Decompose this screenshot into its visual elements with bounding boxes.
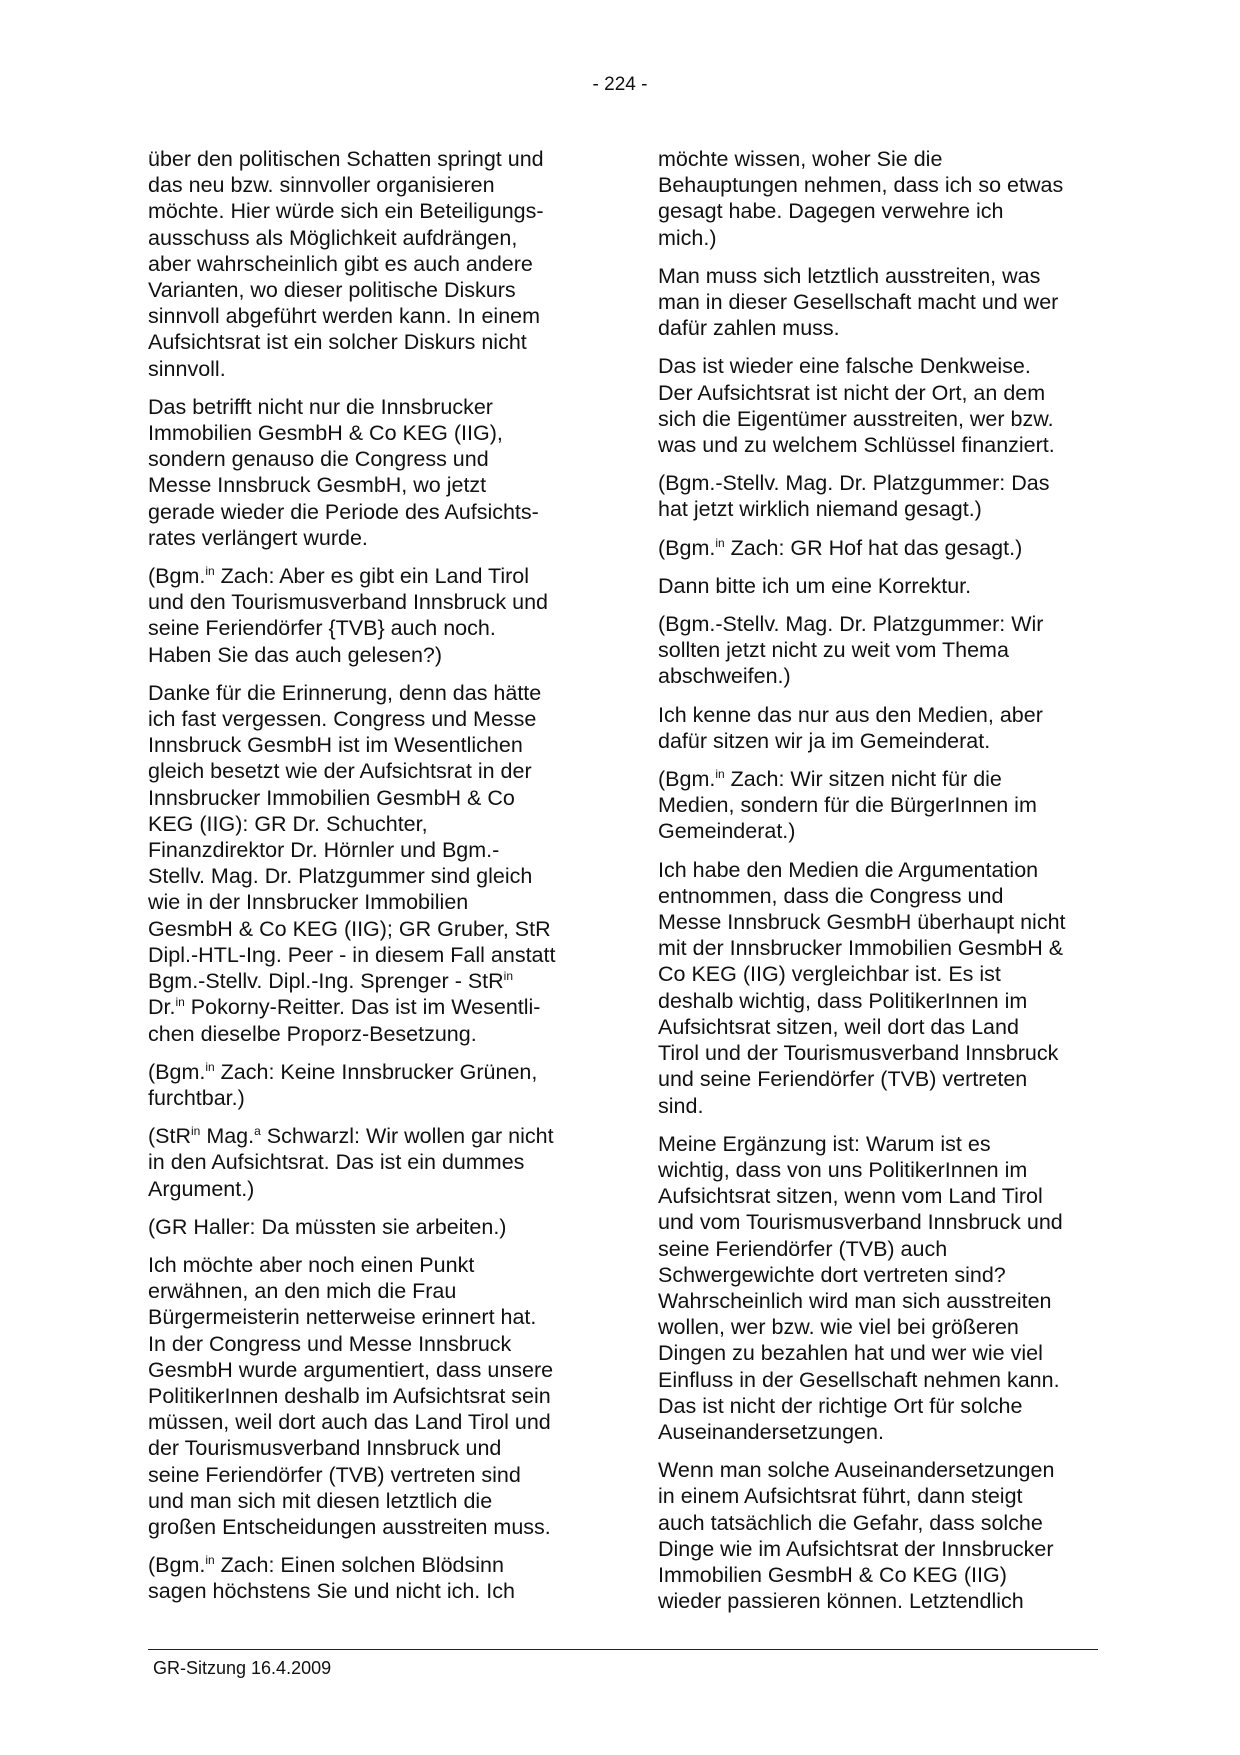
paragraph	[658, 1131, 1104, 1445]
text-run: Danke für die Erinnerung, denn das hätte ich fast vergessen. Congress und Messe Innsbruck GesmbH ist im Wesentlichen gleich besetzt wie der Aufsichtsrat in der Innsbrucker Immobilien GesmbH & Co KEG (IIG): GR Dr. Schuchter, Finanzdirektor Dr. Hörnler und Bgm.- Stellv. Mag. Dr. Platzgummer sind gleich wie in der Innsbrucker Immobilien GesmbH & Co KEG (IIG); GR Gruber, StR Dipl.-HTL-Ing. Peer - in diesem Fall anstatt Bgm.-Stellv. Dipl.-Ing. Sprenger - StR	[148, 680, 556, 994]
text-run: Pokorny-Reitter. Das ist im Wesentli- chen dieselbe Proporz-Besetzung.	[148, 995, 541, 1046]
text-run: möchte wissen, woher Sie die Behauptungen nehmen, dass ich so etwas gesagt habe. Dagegen verwehre ich mich.)	[658, 147, 1064, 250]
superscript: in	[205, 563, 215, 578]
text-run: (StR	[148, 1124, 191, 1149]
footer-divider	[148, 1649, 1098, 1650]
text-run: Dann bitte ich um eine Korrektur.	[658, 573, 972, 598]
text-run: Mag.	[200, 1124, 255, 1149]
paragraph	[148, 1059, 594, 1111]
paragraph	[148, 394, 594, 551]
superscript: in	[503, 968, 514, 983]
left-column	[148, 146, 594, 1617]
paragraph	[658, 263, 1104, 342]
footer-session-date: GR-Sitzung 16.4.2009	[153, 1658, 332, 1678]
paragraph	[148, 563, 594, 668]
paragraph	[658, 1457, 1104, 1614]
paragraph	[658, 573, 1104, 599]
text-run: Zach: Aber es gibt ein Land Tirol und den Tourismusverband Innsbruck und seine Feriendörfer {TVB} auch noch. Haben Sie das auch gelesen?)	[148, 564, 548, 667]
superscript: in	[205, 1059, 215, 1074]
superscript: a	[254, 1123, 261, 1138]
paragraph	[148, 1214, 594, 1240]
text-run: Meine Ergänzung ist: Warum ist es wichtig, dass von uns PolitikerInnen im Aufsichtsrat sitzen, wenn vom Land Tirol und vom Tourismusverband Innsbruck und seine Feriendörfer (TVB) auch Schwergewichte dort vertreten sind? Wahrscheinlich wird man sich ausstreiten wollen, wer bzw. wie viel bei größeren Dingen zu bezahlen hat und wer wie viel Einfluss in der Gesellschaft nehmen kann. Das ist nicht der richtige Ort für solche Auseinandersetzungen.	[658, 1131, 1063, 1444]
text-run: (GR Haller: Da müssten sie arbeiten.)	[148, 1214, 507, 1239]
superscript: in	[191, 1123, 201, 1138]
text-run: Schwarzl: Wir wollen gar nicht in den Aufsichtsrat. Das ist ein dummes Argument.)	[148, 1124, 554, 1201]
superscript: in	[175, 995, 185, 1010]
text-run: (Bgm.	[658, 767, 716, 792]
paragraph	[658, 353, 1104, 458]
text-run: (Bgm.	[148, 1553, 206, 1578]
paragraph	[148, 680, 594, 1047]
text-run: (Bgm.-Stellv. Mag. Dr. Platzgummer: Wir sollten jetzt nicht zu weit vom Thema abschweifen.)	[658, 612, 1044, 689]
text-run: Ich möchte aber noch einen Punkt erwähnen, an den mich die Frau Bürgermeisterin netterweise erinnert hat. In der Congress und Messe Innsbruck GesmbH wurde argumentiert, dass unsere PolitikerInnen deshalb im Aufsichtsrat sein müssen, weil dort auch das Land Tirol und der Tourismusverband Innsbruck und seine Feriendörfer (TVB) vertreten sind und man sich mit diesen letztlich die großen Entscheidungen ausstreiten muss.	[148, 1252, 554, 1539]
paragraph	[658, 146, 1104, 251]
text-run: Wenn man solche Auseinandersetzungen in einem Aufsichtsrat führt, dann steigt auch tatsächlich die Gefahr, dass solche Dinge wie im Aufsichtsrat der Innsbrucker Immobilien GesmbH & Co KEG (IIG) wieder passieren können. Letztendlich	[658, 1458, 1055, 1614]
paragraph	[658, 766, 1104, 845]
text-run: (Bgm.	[148, 1059, 206, 1084]
paragraph	[658, 702, 1104, 754]
text-run: (Bgm.	[658, 535, 716, 560]
text-run: Zach: Keine Innsbrucker Grünen, furchtbar.)	[148, 1059, 538, 1110]
paragraph	[148, 146, 594, 382]
text-run: (Bgm.-Stellv. Mag. Dr. Platzgummer: Das hat jetzt wirklich niemand gesagt.)	[658, 471, 1050, 522]
superscript: in	[205, 1553, 215, 1567]
paragraph	[658, 470, 1104, 522]
text-run: Zach: Wir sitzen nicht für die Medien, sondern für die BürgerInnen im Gemeinderat.)	[658, 767, 1037, 844]
paragraph	[148, 1123, 594, 1202]
text-run: Zach: Einen solchen Blödsinn sagen höchstens Sie und nicht ich. Ich	[148, 1553, 515, 1604]
paragraph	[658, 535, 1104, 561]
text-run: Ich kenne das nur aus den Medien, aber dafür sitzen wir ja im Gemeinderat.	[658, 702, 1043, 753]
paragraph	[658, 857, 1104, 1119]
right-column	[658, 146, 1104, 1626]
text-run: Man muss sich letztlich ausstreiten, was man in dieser Gesellschaft macht und wer dafür zahlen muss.	[658, 263, 1059, 341]
superscript: in	[715, 535, 725, 550]
paragraph	[658, 611, 1104, 690]
text-run: Das ist wieder eine falsche Denkweise. Der Aufsichtsrat ist nicht der Ort, an dem sich die Eigentümer ausstreiten, wer bzw. was und zu welchem Schlüssel finanziert.	[658, 354, 1055, 458]
page-number: - 224 -	[592, 74, 648, 95]
paragraph	[148, 1552, 594, 1604]
text-run: Zach: GR Hof hat das gesagt.)	[724, 535, 1023, 560]
text-run: über den politischen Schatten springt und das neu bzw. sinnvoller organisieren möchte. Hier würde sich ein Beteiligungs- ausschuss als Möglichkeit aufdrängen, aber wahrscheinlich gibt es auch andere Varianten, wo dieser politische Diskurs sinnvoll abgeführt werden kann. In einem Aufsichtsrat ist ein solcher Diskurs nicht sinnvoll.	[148, 147, 544, 381]
text-run: (Bgm.	[148, 564, 206, 589]
paragraph	[148, 1252, 594, 1540]
text-run: Ich habe den Medien die Argumentation entnommen, dass die Congress und Messe Innsbruck GesmbH überhaupt nicht mit der Innsbrucker Immobilien GesmbH & Co KEG (IIG) vergleichbar ist. Es ist deshalb wichtig, dass PolitikerInnen im Aufsichtsrat sitzen, weil dort das Land Tirol und der Tourismusverband Innsbruck und seine Feriendörfer (TVB) vertreten sind.	[658, 857, 1066, 1118]
text-run: Das betrifft nicht nur die Innsbrucker Immobilien GesmbH & Co KEG (IIG), sondern genauso die Congress und Messe Innsbruck GesmbH, wo jetzt gerade wieder die Periode des Aufsichts- rates verlängert wurde.	[148, 394, 539, 550]
text-run: Dr.	[148, 995, 176, 1020]
superscript: in	[715, 766, 725, 781]
